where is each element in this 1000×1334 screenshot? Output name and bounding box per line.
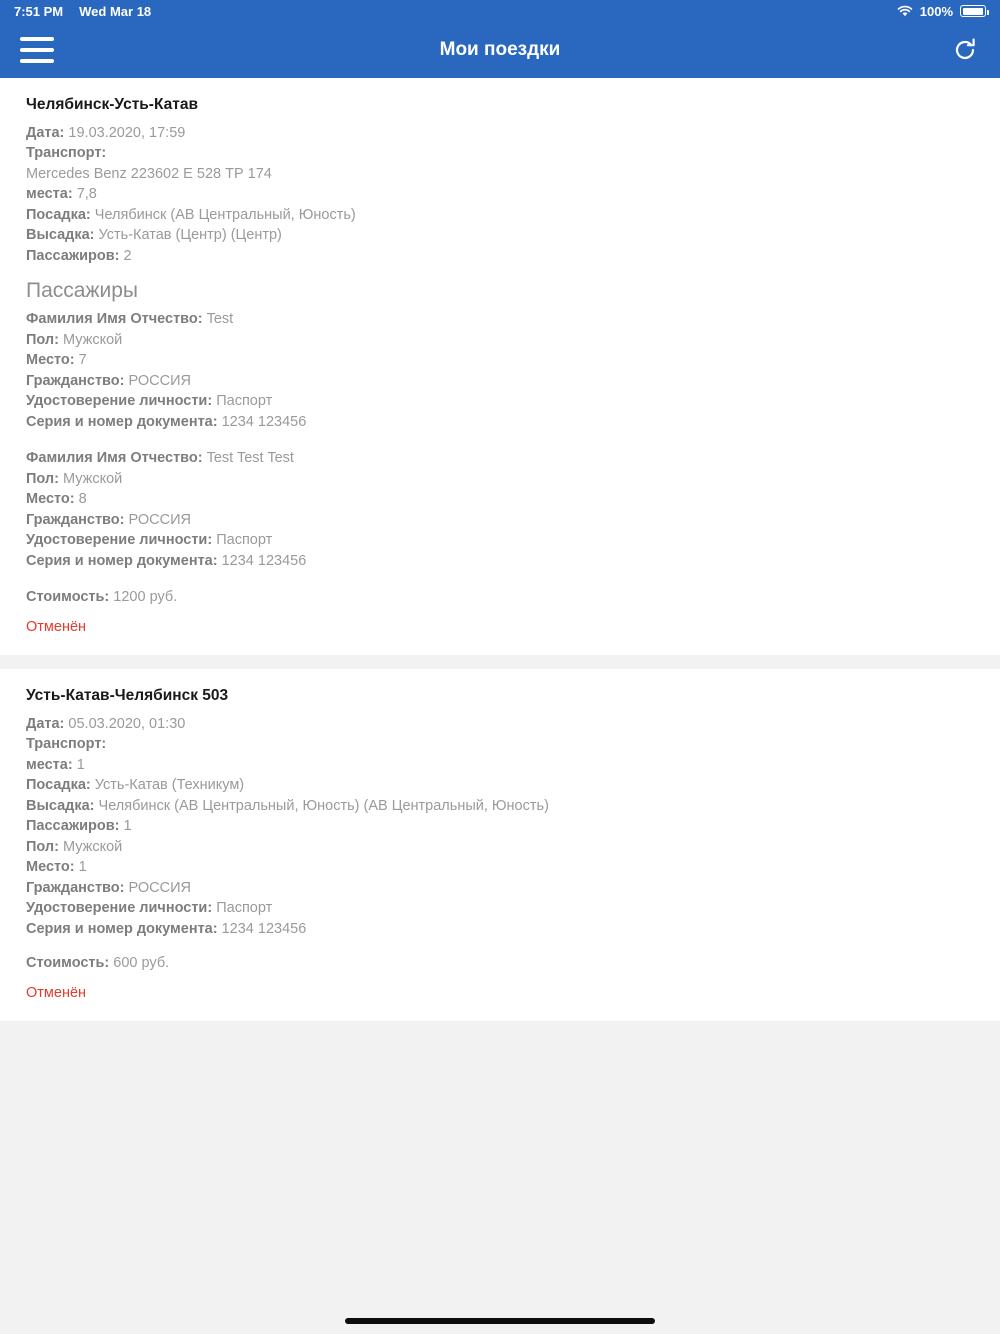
trip-date-row	[26, 714, 974, 735]
passenger-gender-label: Пол:	[26, 470, 59, 487]
passenger-fio-row	[26, 310, 974, 331]
status-date: Wed Mar 18	[79, 3, 152, 19]
wifi-icon	[897, 5, 913, 17]
passenger-gender-row	[26, 837, 974, 858]
trip-price-row	[26, 588, 974, 609]
trips-list[interactable]	[0, 78, 1000, 1021]
status-bar	[0, 0, 1000, 22]
passenger-seat-label: Место:	[26, 859, 75, 875]
passenger-docnumber-label: Серия и номер документа:	[26, 552, 218, 569]
passenger-seat-label: Место:	[26, 352, 75, 368]
trip-price-row	[26, 954, 974, 975]
trip-date-row	[26, 123, 974, 144]
trip-pickup-row	[26, 776, 974, 797]
trip-transport-label: Транспорт:	[26, 736, 107, 752]
passenger-seat-row	[26, 858, 974, 879]
trip-price-label: Стоимость:	[26, 589, 110, 605]
passenger-fio-value: Test Test Test	[206, 450, 294, 466]
trip-seats-value: 7,8	[76, 186, 97, 202]
trip-passenger-count-value: 1	[123, 818, 132, 834]
battery-percent: 100%	[919, 3, 953, 19]
trip-dropoff-label: Высадка:	[26, 797, 95, 814]
passenger-iddoc-row	[26, 531, 974, 552]
passenger-docnumber-value: 1234 123456	[221, 413, 307, 430]
trip-passenger-count-label: Пассажиров:	[26, 818, 120, 834]
trip-title: Челябинск-Усть-Катав	[26, 96, 198, 113]
status-badge: Отменён	[26, 985, 87, 1001]
trip-seats-value: 1	[76, 756, 85, 773]
passenger-gender-row	[26, 330, 974, 351]
passenger-gender-value: Мужской	[63, 331, 123, 348]
status-bar-left	[14, 4, 151, 19]
passenger-seat-row	[26, 351, 974, 372]
passenger-gender-label: Пол:	[26, 838, 59, 855]
passenger-gender-value: Мужской	[63, 838, 123, 855]
trip-seats-row	[26, 185, 974, 206]
passenger-iddoc-value: Паспорт	[216, 532, 273, 548]
passenger-citizenship-row	[26, 371, 974, 392]
passenger-seat-value: 1	[78, 859, 87, 875]
passenger-citizenship-label: Гражданство:	[26, 511, 125, 528]
passenger-block	[26, 310, 974, 433]
passenger-citizenship-label: Гражданство:	[26, 879, 125, 896]
trip-pickup-value: Челябинск (АВ Центральный, Юность)	[94, 206, 356, 223]
passenger-seat-value: 7	[78, 352, 87, 368]
passenger-gender-row	[26, 469, 974, 490]
passenger-citizenship-label: Гражданство:	[26, 372, 125, 389]
battery-icon	[960, 5, 986, 17]
passenger-iddoc-label: Удостоверение личности:	[26, 900, 213, 916]
trip-date-value: 19.03.2020, 17:59	[68, 124, 186, 141]
passenger-fio-value: Test	[206, 311, 234, 327]
passenger-fio-label: Фамилия Имя Отчество:	[26, 450, 203, 466]
passenger-docnumber-row	[26, 551, 974, 572]
trip-dropoff-label: Высадка:	[26, 227, 95, 243]
passenger-iddoc-value: Паспорт	[216, 900, 273, 916]
passenger-fio-label: Фамилия Имя Отчество:	[26, 311, 203, 327]
passenger-citizenship-value: РОССИЯ	[128, 511, 191, 528]
trip-card[interactable]	[0, 78, 1000, 655]
trip-title: Усть-Катав-Челябинск 503	[26, 687, 229, 704]
trip-passenger-count-label: Пассажиров:	[26, 247, 120, 264]
trip-dropoff-row	[26, 796, 974, 817]
passenger-iddoc-value: Паспорт	[216, 393, 273, 409]
passenger-fio-row	[26, 449, 974, 470]
passenger-iddoc-row	[26, 392, 974, 413]
passenger-seat-row	[26, 490, 974, 511]
trip-price-label: Стоимость:	[26, 955, 110, 971]
passenger-gender-label: Пол:	[26, 331, 59, 348]
trip-date-label: Дата:	[26, 715, 65, 732]
trip-transport-row	[26, 735, 974, 756]
trip-dropoff-row	[26, 226, 974, 247]
passenger-seat-value: 8	[78, 491, 87, 507]
trip-transport-detail: Mercedes Benz 223602 Е 528 ТР 174	[26, 165, 272, 182]
passenger-citizenship-row	[26, 510, 974, 531]
passenger-block	[26, 837, 974, 940]
page-title: Мои поездки	[439, 39, 561, 60]
passenger-citizenship-row	[26, 878, 974, 899]
trip-pickup-row	[26, 205, 974, 226]
trip-price-value: 1200 руб.	[113, 589, 178, 605]
passenger-gender-value: Мужской	[63, 470, 123, 487]
passenger-iddoc-label: Удостоверение личности:	[26, 532, 213, 548]
nav-bar	[0, 22, 1000, 78]
trip-transport-label: Транспорт:	[26, 145, 107, 161]
passengers-heading: Пассажиры	[26, 278, 139, 302]
trip-price-value: 600 руб.	[113, 955, 170, 971]
status-bar-right	[897, 4, 986, 19]
hamburger-menu-icon[interactable]	[20, 37, 54, 63]
trip-transport-row	[26, 144, 974, 165]
trip-date-value: 05.03.2020, 01:30	[68, 715, 186, 732]
passenger-citizenship-value: РОССИЯ	[128, 372, 191, 389]
trip-date-label: Дата:	[26, 124, 65, 141]
trip-pickup-value: Усть-Катав (Техникум)	[94, 777, 245, 793]
trip-dropoff-value: Челябинск (АВ Центральный, Юность) (АВ Центральный, Юность)	[98, 797, 549, 814]
refresh-icon[interactable]	[950, 35, 980, 65]
trip-pickup-label: Посадка:	[26, 777, 91, 793]
passenger-iddoc-label: Удостоверение личности:	[26, 393, 213, 409]
passenger-docnumber-label: Серия и номер документа:	[26, 413, 218, 430]
trip-passenger-count-row	[26, 817, 974, 838]
trip-passenger-count-row	[26, 246, 974, 267]
home-indicator[interactable]	[345, 1318, 655, 1324]
trip-pickup-label: Посадка:	[26, 206, 91, 223]
passenger-block	[26, 449, 974, 572]
trip-dropoff-value: Усть-Катав (Центр) (Центр)	[98, 227, 282, 243]
passenger-iddoc-row	[26, 899, 974, 920]
passenger-docnumber-value: 1234 123456	[221, 920, 307, 937]
trip-seats-label: места:	[26, 186, 73, 202]
passenger-docnumber-label: Серия и номер документа:	[26, 920, 218, 937]
passenger-docnumber-row	[26, 919, 974, 940]
status-time: 7:51 PM	[14, 3, 64, 19]
passenger-docnumber-value: 1234 123456	[221, 552, 307, 569]
status-badge: Отменён	[26, 619, 87, 635]
passenger-seat-label: Место:	[26, 491, 75, 507]
trip-seats-row	[26, 755, 974, 776]
trip-seats-label: места:	[26, 756, 73, 773]
passenger-docnumber-row	[26, 412, 974, 433]
passenger-citizenship-value: РОССИЯ	[128, 879, 191, 896]
trip-passenger-count-value: 2	[123, 247, 132, 264]
trip-card[interactable]	[0, 669, 1000, 1021]
